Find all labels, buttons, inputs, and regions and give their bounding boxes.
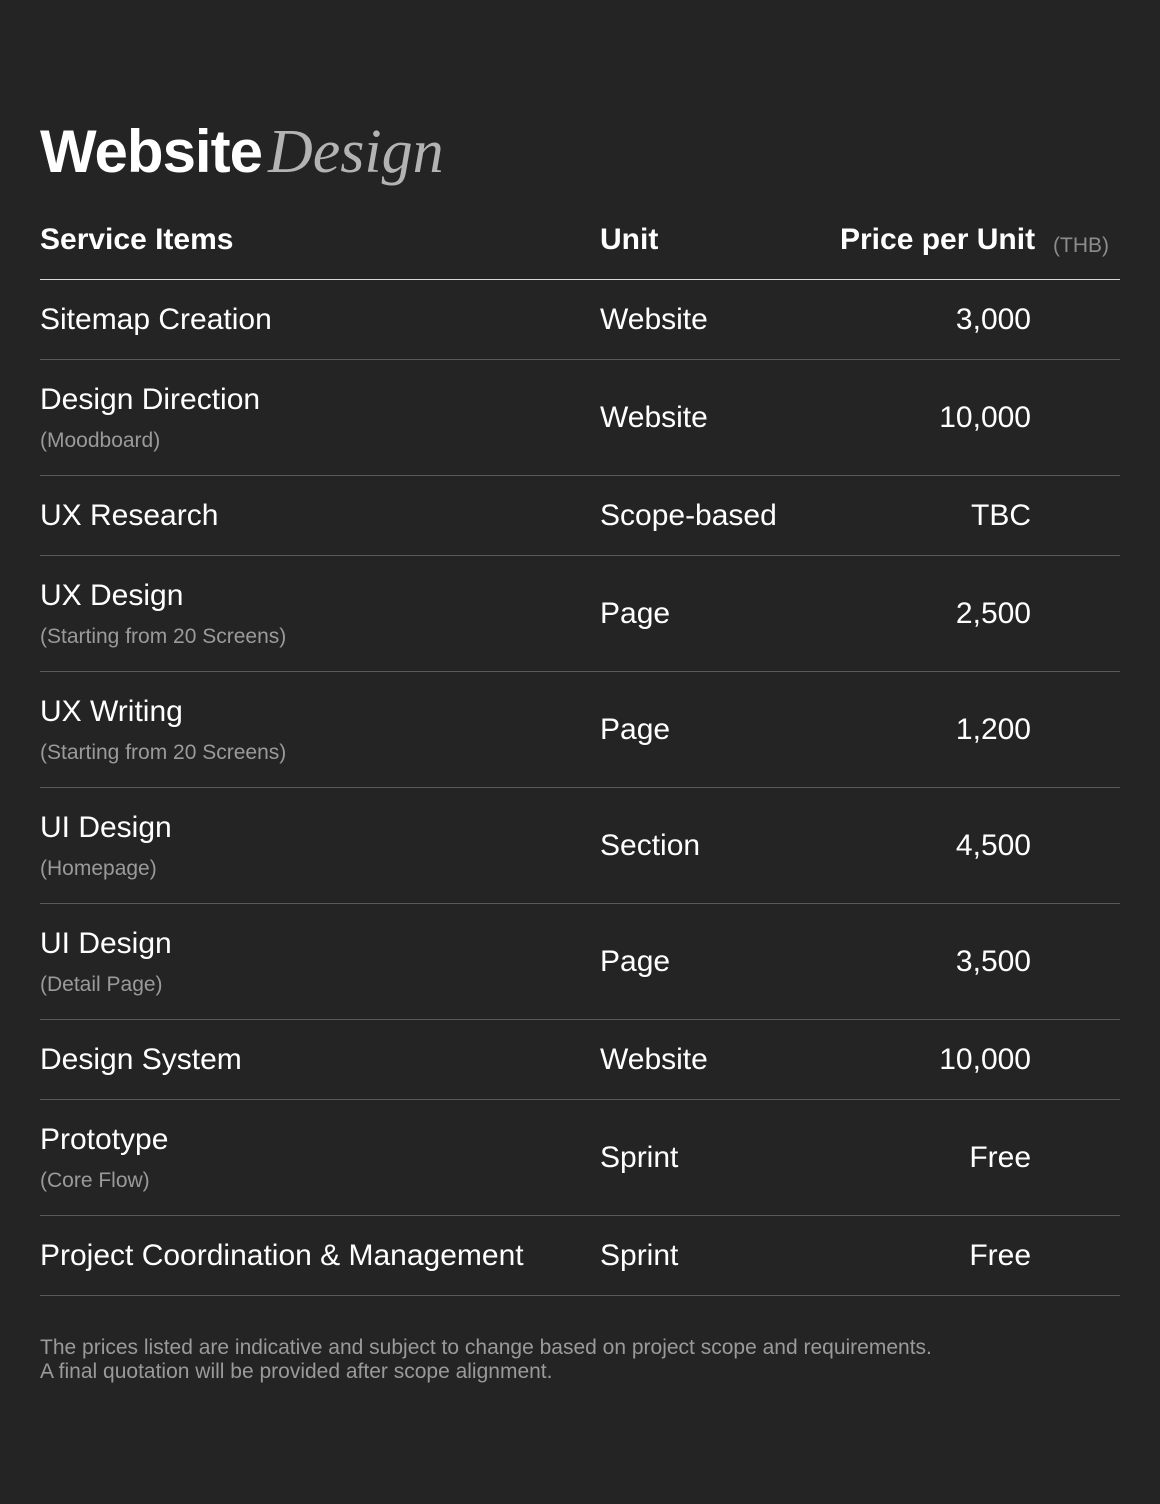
service-item-name: UX Design xyxy=(40,579,184,612)
table-row xyxy=(40,556,1120,672)
page-title-main: Website xyxy=(40,118,262,185)
service-item-name: Project Coordination & Management xyxy=(40,1239,524,1272)
service-item-name: UI Design xyxy=(40,811,172,844)
price-cell: 4,500 xyxy=(955,829,1031,862)
service-item-note: (Moodboard) xyxy=(40,429,161,452)
unit-cell: Section xyxy=(600,829,701,862)
unit-cell: Website xyxy=(600,303,708,336)
service-item-cell xyxy=(40,300,272,340)
service-item-note: (Starting from 20 Screens) xyxy=(40,741,287,764)
service-item-cell xyxy=(40,692,286,768)
service-item-cell xyxy=(40,380,260,456)
footnote-line-1: The prices listed are indicative and subject to change based on project scope and requirements. xyxy=(40,1336,932,1359)
price-cell: TBC xyxy=(971,499,1031,532)
service-item-cell xyxy=(40,1120,168,1196)
price-cell: 10,000 xyxy=(939,401,1031,434)
unit-cell: Sprint xyxy=(600,1239,679,1272)
service-item-cell xyxy=(40,808,172,884)
service-item-note: (Homepage) xyxy=(40,857,157,880)
footnote xyxy=(40,1336,1120,1384)
table-row xyxy=(40,476,1120,556)
unit-cell: Page xyxy=(600,713,671,746)
page-title xyxy=(40,112,444,192)
service-item-cell xyxy=(40,1236,524,1276)
price-cell: Free xyxy=(969,1141,1031,1174)
service-item-name: UX Research xyxy=(40,499,219,532)
service-item-name: UI Design xyxy=(40,927,172,960)
service-item-note: (Core Flow) xyxy=(40,1169,150,1192)
unit-cell: Website xyxy=(600,401,708,434)
price-cell: 1,200 xyxy=(955,713,1031,746)
service-item-name: UX Writing xyxy=(40,695,183,728)
table-row xyxy=(40,1100,1120,1216)
table-row xyxy=(40,360,1120,476)
service-item-name: Design System xyxy=(40,1043,242,1076)
service-item-cell xyxy=(40,496,218,536)
header-service-items: Service Items xyxy=(40,223,234,256)
table-row xyxy=(40,1216,1120,1296)
table-row xyxy=(40,280,1120,360)
service-item-cell xyxy=(40,576,286,652)
unit-cell: Page xyxy=(600,597,671,630)
service-item-cell xyxy=(40,924,172,1000)
table-row xyxy=(40,672,1120,788)
footnote-line-2: A final quotation will be provided after scope alignment. xyxy=(40,1360,553,1383)
header-unit: Unit xyxy=(600,223,659,256)
service-item-note: (Detail Page) xyxy=(40,973,163,996)
unit-cell: Page xyxy=(600,945,671,978)
table-header xyxy=(40,216,1120,280)
service-item-note: (Starting from 20 Screens) xyxy=(40,625,287,648)
service-item-name: Design Direction xyxy=(40,383,261,416)
table-row xyxy=(40,788,1120,904)
unit-cell: Website xyxy=(600,1043,708,1076)
unit-cell: Scope-based xyxy=(600,499,777,532)
header-price-per-unit: Price per Unit xyxy=(840,223,1036,256)
price-cell: Free xyxy=(969,1239,1031,1272)
price-cell: 2,500 xyxy=(955,597,1031,630)
service-item-name: Prototype xyxy=(40,1123,169,1156)
price-cell: 3,000 xyxy=(955,303,1031,336)
pricing-table-body xyxy=(40,280,1120,1296)
page-title-accent: Design xyxy=(267,118,444,186)
header-currency: (THB) xyxy=(1053,234,1109,257)
price-cell: 10,000 xyxy=(939,1043,1031,1076)
table-row xyxy=(40,904,1120,1020)
table-row xyxy=(40,1020,1120,1100)
unit-cell: Sprint xyxy=(600,1141,679,1174)
service-item-name: Sitemap Creation xyxy=(40,303,272,336)
price-cell: 3,500 xyxy=(955,945,1031,978)
service-item-cell xyxy=(40,1040,242,1080)
